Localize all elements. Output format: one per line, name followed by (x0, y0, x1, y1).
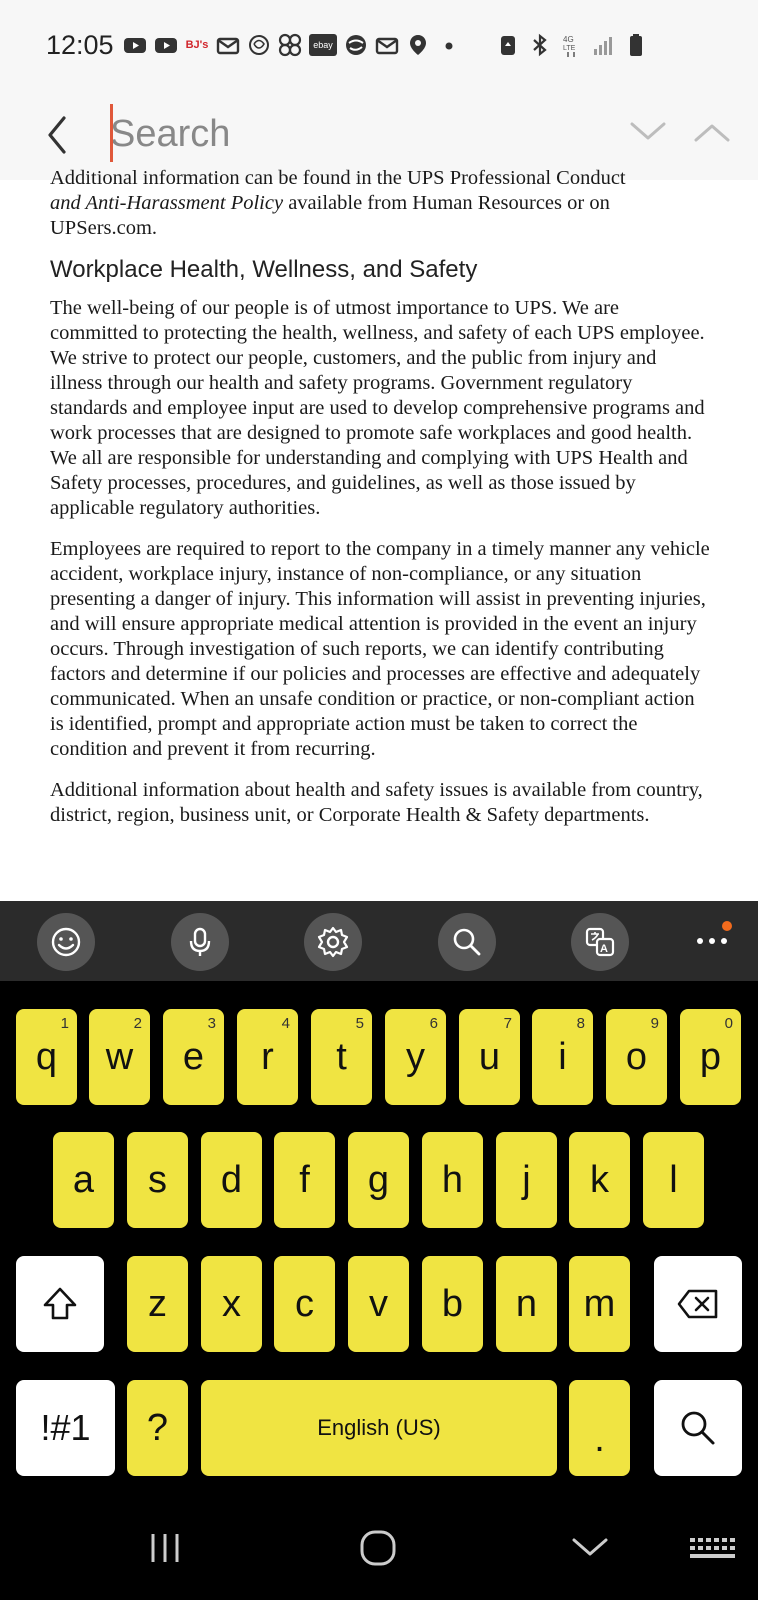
bluetooth-icon (527, 32, 553, 58)
intro-rest: available from Human Resources or on UPSers.com. (50, 192, 610, 239)
key-label: s (148, 1158, 167, 1201)
key-label: x (222, 1282, 241, 1325)
clock: 12:05 (46, 30, 114, 60)
key-label: q (35, 1035, 58, 1078)
chevron-up-icon (692, 112, 732, 152)
keyboard-settings-button[interactable] (304, 913, 362, 971)
key-label: e (182, 1035, 205, 1078)
translate-button[interactable] (571, 913, 629, 971)
svg-text:4G: 4G (563, 35, 574, 44)
key-j[interactable] (496, 1132, 557, 1228)
key-label: f (299, 1158, 310, 1201)
key-t[interactable] (311, 1009, 372, 1105)
shift-arrow-icon (40, 1284, 80, 1324)
chevron-down-icon (568, 1526, 612, 1570)
key-c[interactable] (274, 1256, 335, 1352)
battery-saver-icon (495, 32, 521, 58)
svg-text:A: A (600, 943, 608, 955)
key-label: w (105, 1035, 134, 1078)
dot-icon (436, 32, 462, 58)
youtube-icon (122, 32, 148, 58)
key-label: English (US) (317, 1415, 441, 1440)
pinwheel-icon (277, 32, 303, 58)
key-u[interactable] (459, 1009, 520, 1105)
key-label: l (669, 1158, 678, 1201)
key-hint: 6 (429, 1015, 438, 1032)
key-g[interactable] (348, 1132, 409, 1228)
bjs-icon (184, 32, 210, 58)
text-cursor (110, 104, 113, 162)
key-b[interactable] (422, 1256, 483, 1352)
key-q[interactable] (16, 1009, 77, 1105)
keyboard-icon (686, 1526, 738, 1570)
key-label: b (441, 1282, 464, 1325)
key-v[interactable] (348, 1256, 409, 1352)
key-y[interactable] (385, 1009, 446, 1105)
microphone-icon (183, 925, 217, 959)
paragraph: Additional information about health and safety issues is available from country, district, region, business unit, or Corporate Health & Safety departments. (50, 779, 703, 826)
key-hint: 4 (281, 1015, 290, 1032)
emoji-icon (49, 925, 83, 959)
home-icon (356, 1526, 400, 1570)
key-hint: 8 (576, 1015, 585, 1032)
mail-icon (374, 32, 400, 58)
search-action-key[interactable] (654, 1380, 742, 1476)
key-r[interactable] (237, 1009, 298, 1105)
backspace-key[interactable] (654, 1256, 742, 1352)
svg-text:LTE: LTE (563, 45, 576, 52)
key-i[interactable] (532, 1009, 593, 1105)
key-f[interactable] (274, 1132, 335, 1228)
key-label: d (220, 1158, 243, 1201)
keyboard (0, 981, 758, 1496)
paragraph: The well-being of our people is of utmost importance to UPS. We are committed to protecting the health, wellness, and safety of each UPS employee. We strive to protect our people, customers, and the public from injury and illness through our health and safety programs. Government regulatory standards and employee input are used to develop comprehensive programs and work processes that are designed to promote safe workplaces and good health. We all are responsible for understanding and complying with UPS Health and Safety processes, procedures, and guidelines, as well as those issued by applicable regulatory authorities. (50, 297, 705, 519)
location-icon (405, 32, 431, 58)
key-hint: 1 (60, 1015, 69, 1032)
key-label: r (261, 1035, 274, 1078)
key-label: h (441, 1158, 464, 1201)
key-x[interactable] (201, 1256, 262, 1352)
back-button[interactable] (38, 110, 78, 160)
key-n[interactable] (496, 1256, 557, 1352)
key-label: t (336, 1035, 347, 1078)
key-k[interactable] (569, 1132, 630, 1228)
key-label: k (590, 1158, 609, 1201)
search-input[interactable] (110, 106, 590, 162)
recent-apps-icon (143, 1526, 187, 1570)
key-hint: 0 (724, 1015, 733, 1032)
mail-icon (215, 32, 241, 58)
key-label: ? (146, 1406, 169, 1449)
key-label: v (369, 1282, 388, 1325)
key-label: . (594, 1417, 605, 1460)
policy-name: and Anti-Harassment Policy (50, 192, 284, 214)
key-label: o (625, 1035, 648, 1078)
gear-icon (316, 925, 350, 959)
paragraph: Employees are required to report to the company in a timely manner any vehicle accident, workplace injury, instance of non-compliance, or any situation presenting a danger of injury. This information will assist in preventing injuries, and will ensure appropriate medical attention is provided in the event an injury occurs. Through investigation of such reports, we can identify contributing factors and determine if our policies and processes are effective and adequately communicated. When an unsafe condition or practice, or non-compliant action is identified, prompt and appropriate action must be taken to correct the condition and prevent it from recurring. (50, 538, 710, 760)
key-label: m (583, 1282, 616, 1325)
battery-icon (623, 32, 649, 58)
key-label: y (406, 1035, 425, 1078)
key-label: i (558, 1035, 567, 1078)
notification-icons (122, 32, 462, 58)
recent-apps-button[interactable] (143, 1526, 187, 1570)
back-arrow-icon (38, 110, 78, 160)
key-label: n (515, 1282, 538, 1325)
keyboard-toolbar (0, 901, 758, 981)
key-hint: 5 (355, 1015, 364, 1032)
search-icon (678, 1408, 718, 1448)
key-z[interactable] (127, 1256, 188, 1352)
section-heading: Workplace Health, Wellness, and Safety (50, 256, 478, 283)
key-hint: 3 (207, 1015, 216, 1032)
key-a[interactable] (53, 1132, 114, 1228)
home-button[interactable] (356, 1526, 400, 1570)
shift-key[interactable] (16, 1256, 104, 1352)
emoji-button[interactable] (37, 913, 95, 971)
key-h[interactable] (422, 1132, 483, 1228)
chevron-down-icon (628, 112, 668, 152)
ebay-badge: ebay (309, 34, 337, 56)
bjs-brand-text: BJ's (185, 39, 209, 51)
symbols-key[interactable] (16, 1380, 115, 1476)
ebay-icon (308, 32, 338, 58)
key-hint: 7 (503, 1015, 512, 1032)
key-m[interactable] (569, 1256, 630, 1352)
key-d[interactable] (201, 1132, 262, 1228)
signal-icon (591, 32, 617, 58)
space-key[interactable] (201, 1380, 557, 1476)
previous-match-button[interactable] (692, 112, 732, 152)
intro-paragraph (50, 166, 710, 241)
lion-icon (246, 32, 272, 58)
notification-dot (722, 921, 732, 931)
key-label: c (295, 1282, 314, 1325)
key-s[interactable] (127, 1132, 188, 1228)
translate-icon (583, 925, 617, 959)
lte-icon (559, 32, 585, 58)
document-text (50, 166, 710, 844)
youtube-icon (153, 32, 179, 58)
key-l[interactable] (643, 1132, 704, 1228)
document-view[interactable] (0, 167, 758, 901)
keyboard-search-button[interactable] (438, 913, 496, 971)
key-e[interactable] (163, 1009, 224, 1105)
key-label: p (699, 1035, 722, 1078)
key-label: g (367, 1158, 390, 1201)
key-label: u (478, 1035, 501, 1078)
globe-icon (343, 32, 369, 58)
voice-input-button[interactable] (171, 913, 229, 971)
key-p[interactable] (680, 1009, 741, 1105)
system-icons (495, 32, 649, 58)
key-label: j (522, 1158, 531, 1201)
status-bar (0, 0, 758, 92)
hide-keyboard-button[interactable] (568, 1526, 612, 1570)
search-icon (450, 925, 484, 959)
keyboard-switch-button[interactable] (686, 1526, 738, 1570)
period-key[interactable] (569, 1380, 630, 1476)
system-navigation-bar (0, 1496, 758, 1600)
key-hint: 2 (133, 1015, 142, 1032)
key-label: !#1 (40, 1407, 91, 1448)
backspace-icon (676, 1288, 720, 1320)
key-o[interactable] (606, 1009, 667, 1105)
question-key[interactable] (127, 1380, 188, 1476)
intro-cut-line: Additional information can be found in the UPS Professional Conduct (50, 167, 626, 189)
next-match-button[interactable] (628, 112, 668, 152)
key-label: a (72, 1158, 95, 1201)
key-hint: 9 (650, 1015, 659, 1032)
key-w[interactable] (89, 1009, 150, 1105)
key-label: z (148, 1282, 167, 1325)
